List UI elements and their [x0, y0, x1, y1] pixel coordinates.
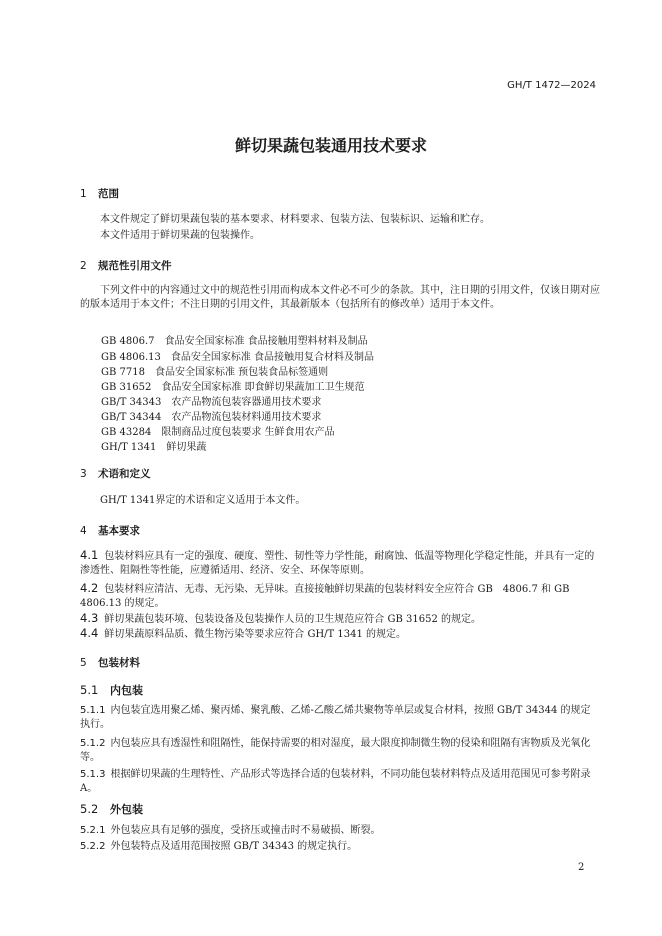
reference-item: GB/T 34343 农产品物流包装容器通用技术要求: [101, 397, 322, 408]
clause-text: 内包装宜选用聚乙烯、聚丙烯、聚乳酸、乙烯-乙酸乙烯共聚物等单层或复合材料，按照 GB/T 34344 的规定执行。: [80, 705, 591, 731]
reference-item: GB/T 34344 农产品物流包装材料通用技术要求: [101, 412, 322, 423]
section-number: 3: [80, 468, 87, 480]
section-4-heading: [80, 523, 140, 538]
page-title: 鲜切果蔬包装通用技术要求: [234, 136, 427, 155]
clause-text: 内包装应具有透湿性和阻隔性，能保持需要的相对湿度，最大限度抑制微生物的侵染和阻隔有害物质及光氧化等。: [80, 738, 591, 764]
clause-text: 根据鲜切果蔬的生理特性、产品形式等选择合适的包装材料，不同功能包装材料特点及适用范围见可参考附录 A。: [80, 769, 591, 795]
section-number: 2: [80, 260, 87, 272]
clause-text: 包装材料应清洁、无毒、无污染、无异味。直接接触鲜切果蔬的包装材料安全应符合 GB 4806.7 和 GB 4806.13 的规定。: [80, 584, 570, 610]
clause-text: 鲜切果蔬包装环境、包装设备及包装操作人员的卫生规范应符合 GB 31652 的规定。: [104, 614, 481, 625]
clause-5-1-3: [80, 768, 600, 797]
section-title: 包装材料: [98, 657, 140, 669]
clause-text: 鲜切果蔬原料品质、微生物污染等要求应符合 GH/T 1341 的规定。: [104, 629, 407, 640]
section-title: 术语和定义: [98, 468, 151, 480]
section-number: 4: [80, 525, 87, 537]
clause-4-3: [80, 611, 600, 627]
clause-5-2-1: [80, 824, 600, 838]
section-number: 5: [80, 657, 87, 669]
reference-item: GB 4806.7 食品安全国家标准 食品接触用塑料材料及制品: [101, 336, 368, 347]
section-title: 规范性引用文件: [98, 260, 172, 272]
clause-4-4: [80, 626, 600, 642]
clause-4-1: [80, 548, 600, 579]
clause-text: 外包装特点及适用范围按照 GB/T 34343 的规定执行。: [110, 841, 358, 852]
subsection-number: 5.2: [80, 802, 99, 816]
section-title: 范围: [98, 188, 119, 200]
subsection-5-2-heading: [80, 801, 143, 817]
clause-number: 5.1.2: [80, 738, 106, 749]
clause-number: 4.2: [80, 581, 99, 595]
clause-5-1-2: [80, 737, 600, 766]
document-code: GH/T 1472—2024: [507, 80, 596, 91]
clause-5-1-1: [80, 704, 600, 733]
clause-number: 4.1: [80, 548, 99, 562]
clause-number: 4.4: [80, 626, 99, 640]
section-2-heading: [80, 258, 172, 273]
clause-number: 5.2.2: [80, 841, 106, 852]
clause-number: 5.1.1: [80, 705, 106, 716]
clause-number: 5.1.3: [80, 769, 106, 780]
section-5-heading: [80, 655, 140, 670]
subsection-5-1-heading: [80, 682, 143, 698]
section-1-paragraph-2: 本文件适用于鲜切果蔬的包装操作。: [100, 230, 260, 241]
reference-item: GB 7718 食品安全国家标准 预包装食品标签通则: [101, 367, 329, 378]
clause-number: 5.2.1: [80, 825, 106, 836]
clause-5-2-2: [80, 840, 600, 854]
clause-number: 4.3: [80, 611, 99, 625]
page-number: 2: [578, 862, 585, 873]
clause-4-2: [80, 581, 600, 612]
section-1-heading: [80, 186, 119, 201]
section-title: 基本要求: [98, 525, 140, 537]
section-2-paragraph-1: 下列文件中的内容通过文中的规范性引用而构成本文件必不可少的条款。其中，注日期的引用文件，仅该日期对应的版本适用于本文件；不注日期的引用文件，其最新版本（包括所有的修改单）适用于本文件。: [80, 285, 600, 311]
section-1-paragraph-1: 本文件规定了鲜切果蔬包装的基本要求、材料要求、包装方法、包装标识、运输和贮存。: [100, 214, 490, 225]
reference-item: GB 31652 食品安全国家标准 即食鲜切果蔬加工卫生规范: [101, 382, 365, 393]
reference-item: GH/T 1341 鲜切果蔬: [101, 442, 207, 453]
section-3-paragraph-1: GH/T 1341界定的术语和定义适用于本文件。: [100, 495, 306, 506]
reference-item: GB 43284 限制商品过度包装要求 生鲜食用农产品: [101, 427, 335, 438]
subsection-number: 5.1: [80, 683, 99, 697]
reference-item: GB 4806.13 食品安全国家标准 食品接触用复合材料及制品: [101, 352, 375, 363]
section-3-heading: [80, 466, 151, 481]
clause-text: 包装材料应具有一定的强度、硬度、塑性、韧性等力学性能，耐腐蚀、低温等物理化学稳定性能，并具有一定的渗透性、阻隔性等性能，应遵循适用、经济、安全、环保等原则。: [80, 551, 595, 577]
section-number: 1: [80, 188, 87, 200]
subsection-title: 外包装: [110, 803, 143, 816]
subsection-title: 内包装: [110, 684, 143, 697]
clause-text: 外包装应具有足够的强度，受挤压或撞击时不易破损、断裂。: [110, 825, 381, 836]
